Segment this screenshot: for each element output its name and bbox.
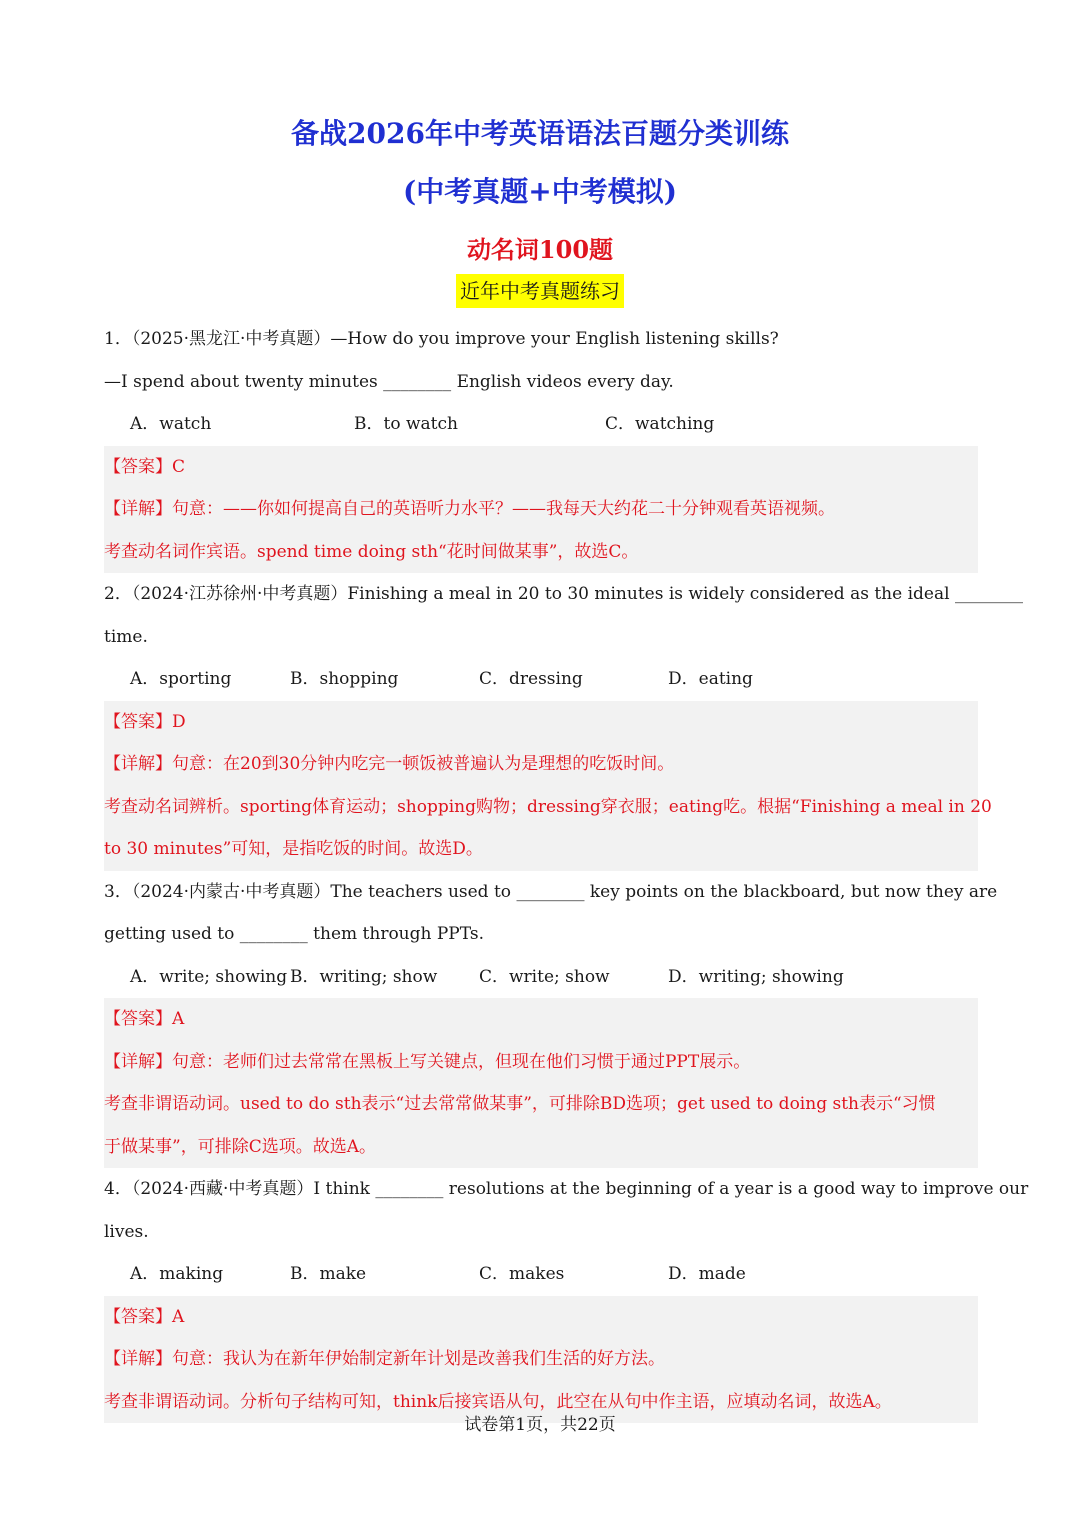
question-item [104, 573, 1023, 871]
option-b: B．shopping [290, 669, 399, 689]
option-a: A．sporting [130, 669, 232, 689]
question-stem: getting used to ________ them through PPTs. [104, 924, 484, 944]
question-stem: time. [104, 626, 148, 647]
page-title: 备战2026年中考英语语法百题分类训练 [291, 117, 789, 150]
question-list [104, 318, 1029, 1423]
question-stem: 1．（2025·黑龙江·中考真题）—How do you improve your English listening skills? [104, 329, 779, 349]
explanation-line: 考查非谓语动词。分析句子结构可知，think后接宾语从句，此空在从句中作主语，应填动名词，故选A。 [104, 1391, 892, 1412]
explanation-line: 【详解】句意：——你如何提高自己的英语听力水平？——我每天大约花二十分钟观看英语视频。 [104, 499, 835, 519]
explanation-line: 【详解】句意：在20到30分钟内吃完一顿饭被普遍认为是理想的吃饭时间。 [104, 754, 675, 774]
option-row [104, 403, 978, 446]
option-row [104, 658, 978, 701]
question-stem: 3．（2024·内蒙古·中考真题）The teachers used to ________ key points on the blackboard, but now they are [104, 881, 998, 902]
answer-label: 【答案】A [104, 1306, 185, 1327]
answer-block [104, 701, 992, 871]
option-b: B．writing; show [290, 966, 438, 987]
answer-label: 【答案】D [104, 711, 186, 732]
question-stem: 2．（2024·江苏徐州·中考真题）Finishing a meal in 20 to 30 minutes is widely considered as the ideal ________ [104, 584, 1023, 604]
question-stem: —I spend about twenty minutes ________ English videos every day. [104, 371, 674, 392]
explanation-line: to 30 minutes”可知，是指吃饭的时间。故选D。 [104, 839, 483, 859]
question-stem: 4．（2024·西藏·中考真题）I think ________ resolutions at the beginning of a year is a good way to improve our [104, 1179, 1029, 1199]
answer-block [104, 998, 978, 1168]
question-item [104, 1168, 1029, 1423]
page-subtitle: (中考真题+中考模拟) [403, 175, 677, 208]
question-item [104, 871, 998, 1169]
topic-title: 动名词100题 [466, 235, 614, 264]
section-label: 近年中考真题练习 [456, 274, 624, 308]
explanation-line: 【详解】句意：我认为在新年伊始制定新年计划是改善我们生活的好方法。 [104, 1349, 665, 1369]
option-row [104, 956, 978, 999]
explanation-line: 【详解】句意：老师们过去常常在黑板上写关键点，但现在他们习惯于通过PPT展示。 [104, 1051, 751, 1072]
answer-block [104, 446, 978, 574]
option-d: D．eating [668, 669, 753, 689]
explanation-line: 考查动名词作宾语。spend time doing sth“花时间做某事”，故选C。 [104, 541, 639, 562]
section-heading [0, 274, 1080, 308]
option-row [104, 1253, 978, 1296]
option-a: A．making [130, 1264, 224, 1284]
option-d: D．writing; showing [668, 966, 844, 987]
question-stem: lives. [104, 1221, 149, 1242]
page-footer: 试卷第1页，共22页 [464, 1415, 616, 1435]
explanation-line: 考查动名词辨析。sporting体育运动；shopping购物；dressing穿衣服；eating吃。根据“Finishing a meal in 20 [104, 796, 992, 817]
option-b: B．make [290, 1264, 367, 1284]
answer-label: 【答案】C [104, 456, 186, 477]
explanation-line: 于做某事”，可排除C选项。故选A。 [104, 1136, 376, 1157]
option-d: D．made [668, 1264, 746, 1284]
option-c: C．write; show [479, 966, 610, 987]
option-a: A．watch [130, 414, 212, 434]
explanation-line: 考查非谓语动词。used to do sth表示“过去常常做某事”，可排除BD选项；get used to doing sth表示“习惯 [104, 1094, 936, 1114]
option-c: C．watching [605, 414, 715, 434]
answer-block [104, 1296, 978, 1424]
question-item [104, 318, 978, 573]
option-c: C．dressing [479, 669, 583, 689]
option-b: B．to watch [354, 414, 458, 434]
option-a: A．write; showing [130, 966, 288, 987]
answer-label: 【答案】A [104, 1009, 185, 1029]
option-c: C．makes [479, 1264, 565, 1284]
